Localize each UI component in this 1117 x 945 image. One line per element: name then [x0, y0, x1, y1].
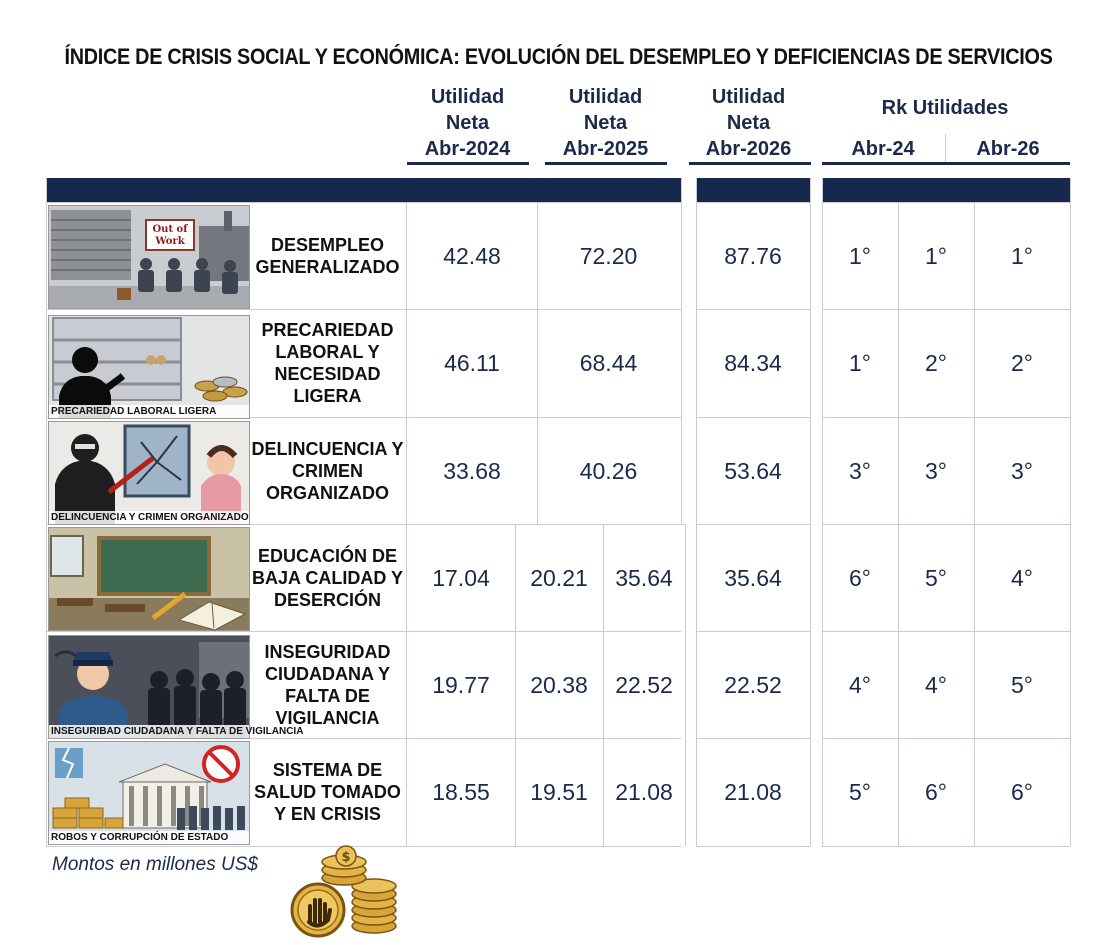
cell-2024: 46.11 — [444, 349, 500, 376]
cell-2024: 42.48 — [443, 242, 501, 269]
header-2024-l3: Abr-2024 — [424, 138, 511, 160]
cell-rk-3: 1° — [1011, 242, 1033, 269]
grid-hline — [681, 524, 685, 525]
grid-hline — [46, 309, 681, 310]
cell-2025b: 21.08 — [615, 778, 673, 805]
grid-vline — [685, 524, 686, 846]
coins-stop-icon — [288, 848, 402, 945]
cell-rk-2: 4° — [925, 671, 947, 698]
cell-rk-3: 3° — [1011, 457, 1033, 484]
cell-rk-2: 5° — [925, 564, 947, 591]
grid-vline — [681, 178, 682, 524]
row-label-4: INSEGURIDAD CIUDADANA Y FALTA DE VIGILANCIA — [264, 642, 391, 728]
header-2026-l2: Neta — [726, 112, 771, 134]
thumb-health — [48, 741, 250, 845]
cell-2025b: 35.64 — [615, 564, 673, 591]
grid-hline — [696, 631, 810, 632]
svg-text:$: $ — [341, 850, 351, 865]
cell-rk-1: 5° — [849, 778, 871, 805]
row-label-3: EDUCACIÓN DE BAJA CALIDAD Y DESERCIÓN — [251, 546, 403, 610]
header-2024-l1: Utilidad — [430, 86, 505, 108]
cell-rk-2: 3° — [925, 457, 947, 484]
header-2025-underline — [545, 162, 667, 165]
header-rk-divider — [945, 134, 946, 162]
grid-vline — [810, 178, 811, 846]
cell-2026: 22.52 — [724, 671, 782, 698]
header-2026-l3: Abr-2026 — [705, 138, 792, 160]
row-label-2: DELINCUENCIA Y CRIMEN ORGANIZADO — [251, 439, 404, 503]
cell-2026: 87.76 — [724, 242, 782, 269]
grid-hline — [822, 417, 1070, 418]
cell-rk-1: 6° — [849, 564, 871, 591]
cell-2024: 17.04 — [432, 564, 490, 591]
header-rk-b: Abr-26 — [976, 138, 1040, 160]
grid-hline — [696, 202, 810, 203]
cell-2025: 40.26 — [579, 457, 638, 484]
row-label-5: SISTEMA DE SALUD TOMADO Y EN CRISIS — [254, 760, 401, 824]
cell-2025: 72.20 — [579, 242, 638, 269]
grid-hline — [822, 738, 1070, 739]
row-label-1: PRECARIEDAD LABORAL Y NECESIDAD LIGERA — [261, 320, 394, 406]
row-label-0: DESEMPLEO GENERALIZADO — [255, 235, 400, 277]
grid-vline — [46, 178, 47, 846]
thumb-health-caption: ROBOS Y CORRUPCIÓN DE ESTADO — [49, 831, 249, 844]
header-rk-title: Rk Utilidades — [881, 97, 1009, 119]
grid-hline — [696, 738, 810, 739]
cell-rk-1: 3° — [849, 457, 871, 484]
thumb-unemployment — [48, 205, 250, 309]
header-2024-l2: Neta — [445, 112, 490, 134]
grid-hline — [696, 846, 810, 847]
cell-2024: 18.55 — [432, 778, 490, 805]
header-2025 — [543, 84, 668, 162]
header-rk-a: Abr-24 — [851, 138, 915, 160]
navy-bar-2026 — [696, 178, 810, 202]
header-2026-l1: Utilidad — [711, 86, 786, 108]
cell-2025a: 20.21 — [530, 564, 588, 591]
thumb-security — [48, 635, 304, 739]
grid-hline — [822, 846, 1070, 847]
cell-2025a: 19.51 — [530, 778, 588, 805]
grid-hline — [822, 524, 1070, 525]
header-2025-l2: Neta — [583, 112, 628, 134]
cell-2026: 84.34 — [724, 349, 782, 376]
header-2026 — [686, 84, 811, 162]
cell-2026: 35.64 — [724, 564, 782, 591]
grid-vline — [1070, 178, 1071, 846]
cell-rk-1: 4° — [849, 671, 871, 698]
thumb-precarity — [48, 315, 250, 419]
page-title: ÍNDICE DE CRISIS SOCIAL Y ECONÓMICA: EVOLUCIÓN DEL DESEMPLEO Y DEFICIENCIAS DE SERVICIOS — [64, 44, 1053, 69]
cell-rk-3: 5° — [1011, 671, 1033, 698]
cell-rk-2: 1° — [925, 242, 947, 269]
cell-rk-1: 1° — [849, 242, 871, 269]
cell-2025b: 22.52 — [615, 671, 673, 698]
cell-rk-2: 6° — [925, 778, 947, 805]
grid-hline — [822, 631, 1070, 632]
cell-2026: 53.64 — [724, 457, 782, 484]
cell-rk-2: 2° — [925, 349, 947, 376]
thumb-sign-l1: Out of — [152, 224, 188, 235]
thumb-sign-l2: Work — [155, 236, 185, 247]
header-2026-underline — [689, 162, 811, 165]
header-2025-l3: Abr-2025 — [562, 138, 649, 160]
cell-2024: 19.77 — [432, 671, 490, 698]
navy-bar-rk — [822, 178, 1070, 202]
grid-hline — [46, 202, 681, 203]
header-2024-underline — [407, 162, 529, 165]
header-2024 — [405, 84, 530, 162]
thumb-precarity-caption: PRECARIEDAD LABORAL LIGERA — [49, 405, 249, 418]
cell-2026: 21.08 — [724, 778, 782, 805]
cell-rk-3: 6° — [1011, 778, 1033, 805]
thumb-education — [48, 527, 250, 631]
cell-rk-1: 1° — [849, 349, 871, 376]
cell-2024: 33.68 — [443, 457, 501, 484]
grid-hline — [46, 631, 681, 632]
grid-hline — [696, 524, 810, 525]
navy-bar-main — [46, 178, 681, 202]
grid-hline — [822, 202, 1070, 203]
grid-hline — [696, 309, 810, 310]
grid-hline — [696, 417, 810, 418]
cell-rk-3: 4° — [1011, 564, 1033, 591]
grid-hline — [822, 309, 1070, 310]
cell-2025: 68.44 — [579, 349, 638, 376]
cell-2025a: 20.38 — [530, 671, 588, 698]
thumb-crime-caption: DELINCUENCIA Y CRIMEN ORGANIZADO — [51, 512, 249, 523]
grid-hline — [46, 846, 681, 847]
cell-rk-3: 2° — [1011, 349, 1033, 376]
thumb-security-caption: INSEGURIBAD CIUDADANA Y FALTA DE VIGILANCIA — [51, 726, 304, 737]
header-rk-underline — [822, 162, 1070, 165]
footnote: Montos en millones US$ — [52, 854, 258, 875]
header-2025-l1: Utilidad — [568, 86, 643, 108]
thumb-crime — [48, 421, 250, 525]
